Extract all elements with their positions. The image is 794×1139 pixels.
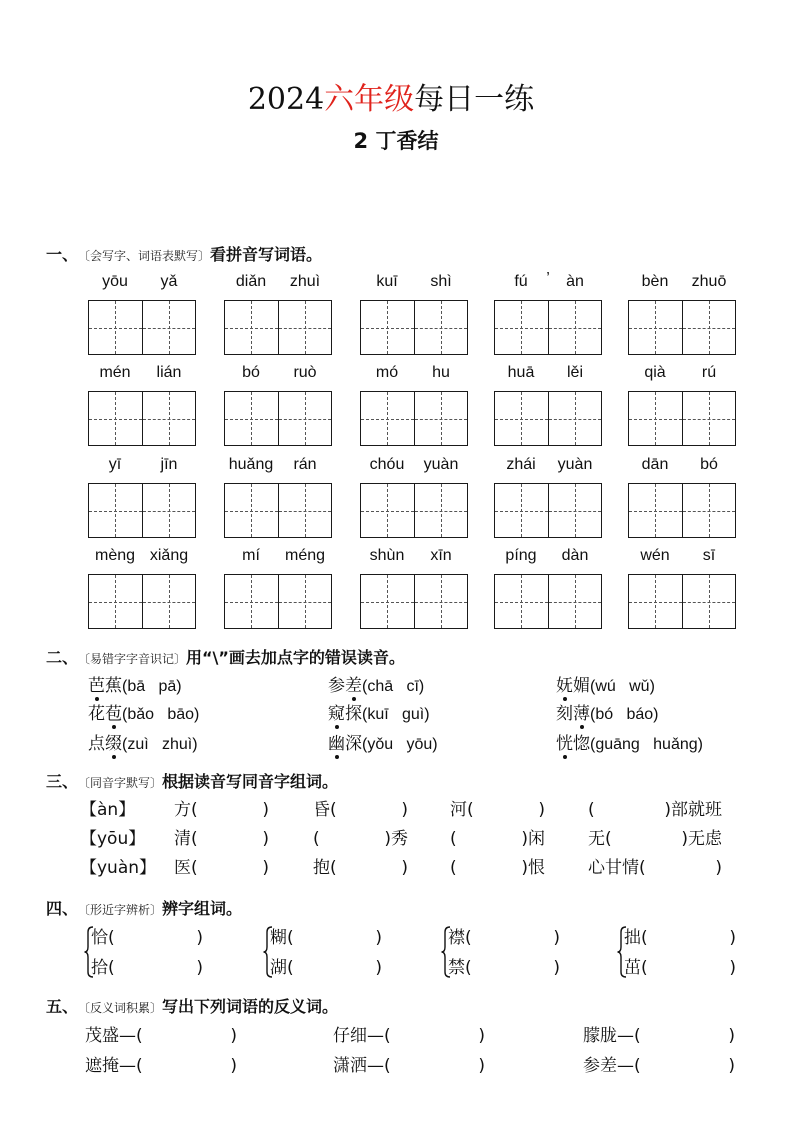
section-2-heading — [46, 648, 405, 668]
dotted-character: 差 — [345, 676, 362, 696]
writing-box — [224, 391, 332, 446]
fill-blank-item — [588, 857, 722, 879]
blank-suffix: ) — [262, 858, 269, 878]
pinyin-syllable: píng — [505, 547, 537, 564]
blank-prefix: 湖( — [270, 958, 294, 978]
word-group — [494, 455, 604, 541]
dotted-character: 妩 — [556, 676, 573, 696]
word-reading-item — [556, 675, 655, 697]
tianzige-square — [629, 301, 682, 354]
blank-prefix: ( — [450, 858, 457, 878]
section-5-heading — [46, 997, 338, 1017]
word-group — [360, 546, 470, 632]
word-group — [360, 363, 470, 449]
pinyin-syllable: méng — [284, 547, 326, 564]
blank-prefix: 拙( — [624, 928, 648, 948]
fill-blank-item — [450, 799, 545, 821]
section-number: 一、 — [46, 245, 79, 264]
dotted-character: 薄 — [573, 704, 590, 724]
tianzige-square — [495, 301, 548, 354]
fill-blank-item — [624, 957, 736, 979]
reading-options: (guāng huǎng) — [590, 736, 703, 753]
blank-prefix: 昏( — [313, 800, 337, 820]
tianzige-square — [89, 301, 142, 354]
writing-box — [88, 574, 196, 629]
blank-prefix: ( — [588, 800, 595, 820]
fill-blank-item — [174, 857, 269, 879]
character: 媚 — [573, 676, 590, 696]
pinyin-syllable: kuī — [376, 273, 398, 290]
section-instruction: 用“\”画去加点字的错误读音。 — [186, 648, 405, 667]
word-group — [88, 363, 198, 449]
section-tag: 〔形近字辨析〕 — [78, 903, 163, 917]
reading-options: (yǒu yōu) — [362, 736, 438, 753]
character: 点 — [88, 734, 105, 754]
pinyin-apostrophe: ’ — [546, 270, 550, 287]
writing-box — [494, 391, 602, 446]
tianzige-square — [142, 301, 196, 354]
pinyin-syllable: mén — [99, 364, 131, 381]
blank-suffix: ) — [375, 958, 382, 978]
blank-suffix: ) — [230, 1056, 237, 1076]
blank-prefix: 襟( — [448, 928, 472, 948]
blank-suffix: ) — [401, 858, 408, 878]
blank-suffix: ) — [196, 928, 203, 948]
writing-box — [628, 300, 736, 355]
tianzige-square — [225, 484, 278, 537]
word-group — [494, 363, 604, 449]
fill-blank-item — [270, 957, 382, 979]
section-tag: 〔易错字字音识记〕 — [78, 652, 187, 666]
word-reading-item — [328, 675, 424, 697]
pinyin-syllable: mí — [242, 547, 260, 564]
fill-blank-item — [588, 828, 722, 850]
pinyin-label: 【yuàn】 — [80, 858, 157, 878]
blank-suffix: ) — [230, 1026, 237, 1046]
writing-box — [360, 300, 468, 355]
section-instruction: 看拼音写词语。 — [210, 245, 323, 264]
pinyin-syllable: shùn — [369, 547, 405, 564]
dotted-character: 幽 — [328, 734, 345, 754]
blank-prefix: 河( — [450, 800, 474, 820]
character: 惚 — [573, 734, 590, 754]
blank-prefix: 心甘情( — [588, 858, 646, 878]
fill-blank-item — [450, 828, 545, 850]
word-group — [224, 272, 334, 358]
reading-options: (kuī guì) — [362, 706, 430, 723]
blank-suffix: ) — [196, 958, 203, 978]
fill-blank-item — [270, 927, 382, 949]
word-group — [628, 455, 738, 541]
fill-blank-item — [450, 857, 545, 879]
pinyin-syllable: chóu — [369, 456, 405, 473]
pinyin-syllable: wén — [640, 547, 670, 564]
section-number: 三、 — [46, 772, 79, 791]
fill-blank-item — [333, 1025, 485, 1047]
section-tag: 〔反义词积累〕 — [78, 1001, 163, 1015]
dotted-character: 苞 — [105, 704, 122, 724]
section-instruction: 辨字组词。 — [162, 899, 243, 918]
writing-box — [494, 574, 602, 629]
word-group — [360, 455, 470, 541]
character: 刻 — [556, 704, 573, 724]
blank-prefix: 无( — [588, 829, 612, 849]
dotted-character: 窥 — [328, 704, 345, 724]
word-group — [88, 455, 198, 541]
writing-box — [360, 483, 468, 538]
tianzige-square — [495, 484, 548, 537]
blank-suffix: ) — [538, 800, 545, 820]
blank-prefix: 抱( — [313, 858, 337, 878]
writing-box — [88, 300, 196, 355]
pinyin-syllable: mó — [375, 364, 399, 381]
pinyin-syllable: yī — [108, 456, 122, 473]
blank-suffix: ) — [401, 800, 408, 820]
tianzige-square — [548, 301, 602, 354]
reading-options: (bā pā) — [122, 678, 182, 695]
tianzige-square — [495, 575, 548, 628]
reading-options: (zuì zhuì) — [122, 736, 198, 753]
word-reading-item — [328, 733, 438, 755]
blank-prefix: 仔细—( — [333, 1026, 391, 1046]
section-4-heading — [46, 899, 242, 919]
blank-suffix: )无虑 — [681, 829, 722, 849]
writing-box — [494, 483, 602, 538]
word-group — [224, 546, 334, 632]
lesson-title: 2 丁香结 — [353, 129, 439, 153]
tianzige-square — [682, 392, 736, 445]
title-grade: 六年级 — [324, 82, 415, 117]
pinyin-label: 【àn】 — [80, 800, 136, 820]
tianzige-square — [629, 575, 682, 628]
section-3-heading — [46, 772, 338, 792]
dotted-character: 缀 — [105, 734, 122, 754]
blank-suffix: ) — [375, 928, 382, 948]
tianzige-square — [361, 301, 414, 354]
reading-options: (bǎo bāo) — [122, 706, 200, 723]
blank-suffix: ) — [478, 1056, 485, 1076]
tianzige-square — [89, 392, 142, 445]
writing-box — [628, 574, 736, 629]
section-number: 五、 — [46, 997, 79, 1016]
blank-prefix: 遮掩—( — [85, 1056, 143, 1076]
tianzige-square — [414, 392, 468, 445]
pinyin-syllable: ruò — [293, 364, 317, 381]
dotted-character: 恍 — [556, 734, 573, 754]
pinyin-syllable: yuàn — [423, 456, 459, 473]
fill-blank-item — [448, 927, 560, 949]
pinyin-syllable: bèn — [641, 273, 669, 290]
tianzige-square — [414, 484, 468, 537]
tianzige-square — [225, 301, 278, 354]
word-reading-item — [328, 703, 430, 725]
fill-blank-item — [91, 957, 203, 979]
tianzige-square — [495, 392, 548, 445]
word-group — [628, 546, 738, 632]
blank-suffix: )闲 — [521, 829, 545, 849]
blank-suffix: ) — [728, 1026, 735, 1046]
blank-prefix: 医( — [174, 858, 198, 878]
section-1-heading — [46, 245, 322, 265]
blank-prefix: 潇洒—( — [333, 1056, 391, 1076]
writing-box — [494, 300, 602, 355]
section-instruction: 写出下列词语的反义词。 — [162, 997, 339, 1016]
pinyin-syllable: xīn — [430, 547, 452, 564]
pinyin-syllable: jīn — [160, 456, 178, 473]
tianzige-square — [414, 301, 468, 354]
blank-suffix: ) — [262, 800, 269, 820]
tianzige-square — [278, 484, 332, 537]
word-group — [494, 272, 604, 358]
tianzige-square — [682, 484, 736, 537]
tianzige-square — [142, 484, 196, 537]
reading-options: (chā cī) — [362, 678, 425, 695]
blank-prefix: 拾( — [91, 958, 115, 978]
pinyin-syllable: mèng — [94, 547, 136, 564]
character: 深 — [345, 734, 362, 754]
fill-blank-item — [333, 1055, 485, 1077]
word-reading-item — [88, 703, 199, 725]
fill-blank-item — [583, 1025, 735, 1047]
writing-box — [360, 574, 468, 629]
pinyin-syllable: yōu — [102, 273, 128, 290]
pinyin-syllable: shì — [430, 273, 452, 290]
character: 蕉 — [105, 676, 122, 696]
blank-suffix: )秀 — [384, 829, 408, 849]
fill-blank-item — [313, 799, 408, 821]
dotted-character: 芭 — [88, 676, 105, 696]
section-number: 二、 — [46, 648, 79, 667]
pinyin-syllable: huǎng — [228, 456, 274, 473]
tianzige-square — [278, 392, 332, 445]
section-tag: 〔同音字默写〕 — [78, 776, 163, 790]
word-reading-item — [556, 733, 703, 755]
section-instruction: 根据读音写同音字组词。 — [162, 772, 339, 791]
blank-prefix: 禁( — [448, 958, 472, 978]
tianzige-square — [142, 392, 196, 445]
tianzige-square — [89, 484, 142, 537]
pinyin-syllable: huā — [507, 364, 535, 381]
pinyin-syllable: bó — [242, 364, 260, 381]
tianzige-square — [548, 392, 602, 445]
blank-prefix: 方( — [174, 800, 198, 820]
blank-prefix: 清( — [174, 829, 198, 849]
word-group — [88, 272, 198, 358]
character: 花 — [88, 704, 105, 724]
word-group — [494, 546, 604, 632]
fill-blank-item — [85, 1025, 237, 1047]
pinyin-syllable: àn — [566, 273, 584, 290]
writing-box — [224, 300, 332, 355]
pinyin-syllable: yǎ — [160, 273, 178, 290]
word-group — [360, 272, 470, 358]
blank-suffix: ) — [729, 958, 736, 978]
tianzige-square — [142, 575, 196, 628]
blank-prefix: 茁( — [624, 958, 648, 978]
word-group — [628, 363, 738, 449]
word-group — [224, 455, 334, 541]
reading-options: (wú wǔ) — [590, 678, 655, 695]
tianzige-square — [629, 392, 682, 445]
writing-box — [628, 483, 736, 538]
tianzige-square — [278, 301, 332, 354]
blank-prefix: 恰( — [91, 928, 115, 948]
writing-box — [224, 483, 332, 538]
fill-blank-item — [174, 828, 269, 850]
pinyin-syllable: hu — [432, 364, 450, 381]
tianzige-square — [361, 575, 414, 628]
title-year: 2024 — [247, 82, 325, 117]
blank-suffix: ) — [262, 829, 269, 849]
pinyin-syllable: fú — [514, 273, 528, 290]
blank-suffix: ) — [715, 858, 722, 878]
reading-options: (bó báo) — [590, 706, 659, 723]
section-tag: 〔会写字、词语表默写〕 — [78, 249, 211, 263]
fill-blank-item — [91, 927, 203, 949]
tianzige-square — [225, 392, 278, 445]
pinyin-syllable: lěi — [566, 364, 583, 381]
word-group — [628, 272, 738, 358]
fill-blank-item — [588, 799, 722, 821]
title-rest: 每日一练 — [414, 82, 535, 117]
pinyin-syllable: sī — [702, 547, 716, 564]
blank-suffix: ) — [728, 1056, 735, 1076]
word-reading-item — [88, 675, 182, 697]
pinyin-syllable: rán — [293, 456, 317, 473]
tianzige-square — [682, 301, 736, 354]
tianzige-square — [629, 484, 682, 537]
pinyin-label: 【yōu】 — [80, 829, 146, 849]
fill-blank-item — [85, 1055, 237, 1077]
page-title — [0, 82, 782, 118]
blank-suffix: )部就班 — [664, 800, 722, 820]
blank-prefix: ( — [450, 829, 457, 849]
tianzige-square — [548, 484, 602, 537]
blank-prefix: 糊( — [270, 928, 294, 948]
tianzige-square — [225, 575, 278, 628]
blank-prefix: 茂盛—( — [85, 1026, 143, 1046]
writing-box — [88, 391, 196, 446]
pinyin-syllable: diǎn — [235, 273, 267, 290]
pinyin-syllable: zhuō — [691, 273, 727, 290]
tianzige-square — [414, 575, 468, 628]
word-reading-item — [556, 703, 658, 725]
blank-prefix: 参差—( — [583, 1056, 641, 1076]
fill-blank-item — [313, 857, 408, 879]
blank-suffix: ) — [553, 958, 560, 978]
pinyin-syllable: rú — [701, 364, 717, 381]
blank-suffix: ) — [553, 928, 560, 948]
pinyin-syllable: zhái — [506, 456, 536, 473]
blank-suffix: )恨 — [521, 858, 545, 878]
pinyin-syllable: dān — [641, 456, 669, 473]
tianzige-square — [278, 575, 332, 628]
fill-blank-item — [313, 828, 408, 850]
blank-suffix: ) — [478, 1026, 485, 1046]
blank-prefix: ( — [313, 829, 320, 849]
character: 参 — [328, 676, 345, 696]
fill-blank-item — [624, 927, 736, 949]
section-number: 四、 — [46, 899, 79, 918]
tianzige-square — [361, 392, 414, 445]
writing-box — [360, 391, 468, 446]
writing-box — [88, 483, 196, 538]
pinyin-syllable: zhuì — [289, 273, 321, 290]
word-group — [224, 363, 334, 449]
tianzige-square — [89, 575, 142, 628]
pinyin-syllable: qià — [644, 364, 666, 381]
blank-suffix: ) — [729, 928, 736, 948]
pinyin-syllable: bó — [700, 456, 718, 473]
fill-blank-item — [583, 1055, 735, 1077]
blank-prefix: 朦胧—( — [583, 1026, 641, 1046]
writing-box — [628, 391, 736, 446]
writing-box — [224, 574, 332, 629]
pinyin-syllable: lián — [156, 364, 182, 381]
tianzige-square — [682, 575, 736, 628]
fill-blank-item — [448, 957, 560, 979]
character: 探 — [345, 704, 362, 724]
tianzige-square — [361, 484, 414, 537]
pinyin-syllable: dàn — [561, 547, 589, 564]
fill-blank-item — [174, 799, 269, 821]
word-group — [88, 546, 198, 632]
word-reading-item — [88, 733, 198, 755]
pinyin-syllable: xiǎng — [149, 547, 189, 564]
pinyin-syllable: yuàn — [557, 456, 593, 473]
tianzige-square — [548, 575, 602, 628]
